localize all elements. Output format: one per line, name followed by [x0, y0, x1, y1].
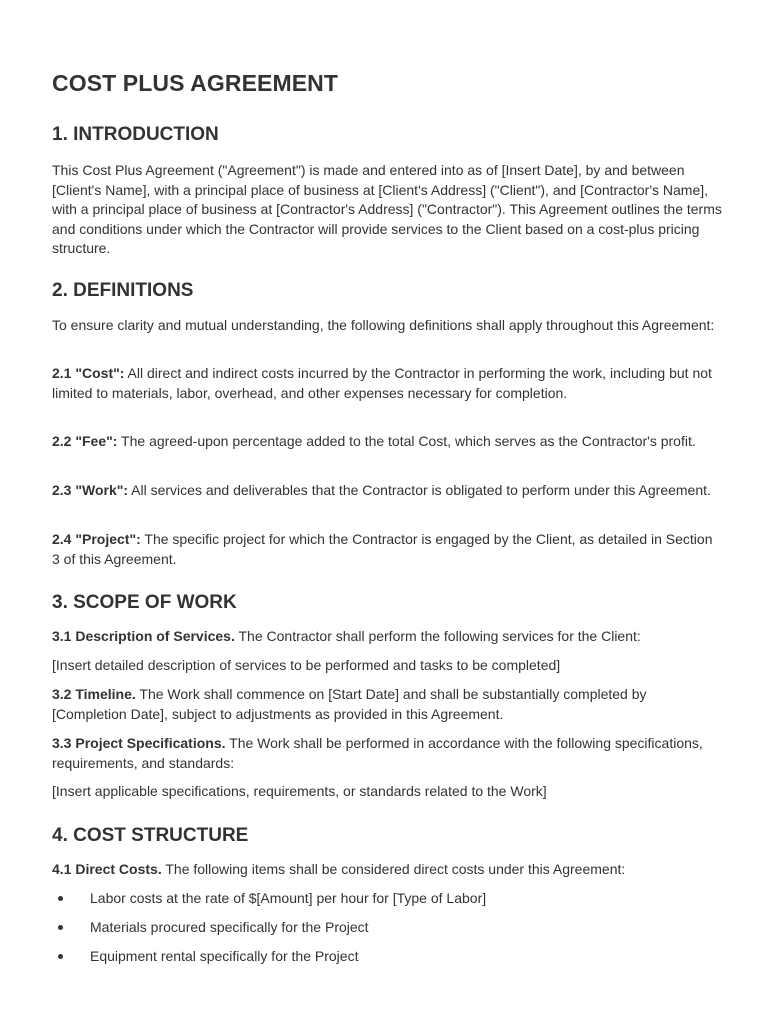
section-heading-cost-structure: 4. COST STRUCTURE — [52, 825, 249, 846]
definition-text: The agreed-upon percentage added to the total Cost, which serves as the Contractor's profit. — [117, 433, 696, 449]
scope-description-text: The Contractor shall perform the following services for the Client: — [234, 628, 641, 644]
section-heading-scope: 3. SCOPE OF WORK — [52, 592, 237, 613]
definition-cost — [52, 364, 722, 403]
document-title: COST PLUS AGREEMENT — [52, 70, 339, 96]
scope-description — [52, 627, 722, 647]
scope-timeline-term: 3.2 Timeline. — [52, 686, 136, 702]
scope-timeline-text: The Work shall commence on [Start Date] and shall be substantially completed by [Completion Date], subject to adjustments as provided in this Agreement. — [52, 686, 647, 722]
definition-text: The specific project for which the Contractor is engaged by the Client, as detailed in Section 3 of this Agreement. — [52, 531, 713, 567]
scope-specifications-term: 3.3 Project Specifications. — [52, 735, 226, 751]
scope-description-term: 3.1 Description of Services. — [52, 628, 235, 644]
definition-text: All services and deliverables that the Contractor is obligated to perform under this Agreement. — [128, 482, 711, 498]
definition-work — [52, 481, 722, 501]
scope-timeline — [52, 685, 722, 724]
list-item-text: Labor costs at the rate of $[Amount] per hour for [Type of Labor] — [90, 890, 487, 906]
cost-direct-costs-term: 4.1 Direct Costs. — [52, 861, 162, 877]
definition-text: All direct and indirect costs incurred by the Contractor in performing the work, including but not limited to materials, labor, overhead, and other expenses necessary for completion. — [52, 365, 712, 401]
list-item-text: Equipment rental specifically for the Project — [90, 948, 359, 964]
section-heading-definitions: 2. DEFINITIONS — [52, 280, 194, 301]
definition-term: 2.3 "Work": — [52, 482, 129, 498]
cost-direct-costs-text: The following items shall be considered direct costs under this Agreement: — [161, 861, 626, 877]
scope-specifications-text: The Work shall be performed in accordance with the following specifications, requirements, and standards: — [52, 735, 703, 771]
definition-term: 2.2 "Fee": — [52, 433, 118, 449]
cost-direct-costs — [52, 860, 722, 880]
bullet-dot-icon — [58, 925, 63, 930]
scope-description-placeholder: [Insert detailed description of services to be performed and tasks to be completed] — [52, 657, 561, 673]
definition-project — [52, 530, 722, 569]
definition-term: 2.1 "Cost": — [52, 365, 125, 381]
list-item-text: Materials procured specifically for the Project — [90, 919, 369, 935]
section-heading-introduction: 1. INTRODUCTION — [52, 124, 219, 145]
scope-specifications — [52, 734, 722, 773]
definition-fee — [52, 432, 722, 452]
definition-term: 2.4 "Project": — [52, 531, 141, 547]
scope-specifications-placeholder: [Insert applicable specifications, requirements, or standards related to the Work] — [52, 783, 547, 799]
introduction-paragraph: This Cost Plus Agreement ("Agreement") is made and entered into as of [Insert Date], by and between [Client's Name], with a principal place of business at [Client's Address] ("Client"), and [Contractor's Name], with a principal place of business at [Contractor's Address] ("Contractor"). This Agreement outlines the terms and conditions under which the Contractor will provide services to the Client based on a cost-plus pricing structure. — [52, 162, 722, 256]
bullet-dot-icon — [58, 896, 63, 901]
definitions-intro: To ensure clarity and mutual understanding, the following definitions shall apply throughout this Agreement: — [52, 317, 715, 333]
bullet-dot-icon — [58, 954, 63, 959]
